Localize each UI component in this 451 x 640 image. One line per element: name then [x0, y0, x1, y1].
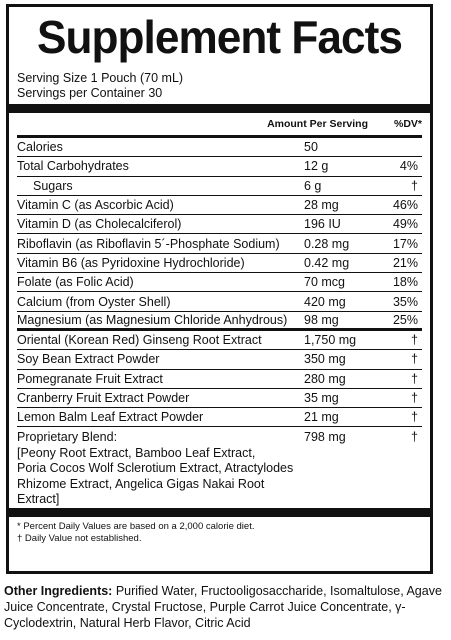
nutrient-dv: †	[411, 178, 418, 193]
nutrient-name: Total Carbohydrates	[17, 159, 129, 174]
nutrient-row	[17, 157, 422, 176]
nutrient-amount: 0.42 mg	[304, 255, 350, 270]
nutrient-row	[17, 138, 422, 157]
ingredient-row	[17, 389, 422, 408]
blend-amount: 798 mg	[304, 430, 346, 445]
blend-label: Proprietary Blend:	[17, 430, 118, 445]
blend-ingredients-line: Poria Cocos Wolf Sclerotium Extract, Atractylodes	[17, 461, 294, 476]
nutrient-amount: 12 g	[304, 159, 329, 174]
nutrient-name: Vitamin D (as Cholecalciferol)	[17, 217, 182, 232]
nutrient-dv: 49%	[392, 217, 418, 232]
other-ingredients-label: Other Ingredients:	[4, 584, 113, 598]
nutrient-dv: 46%	[392, 198, 418, 213]
ingredient-name: Soy Bean Extract Powder	[17, 352, 160, 367]
nutrient-name: Vitamin B6 (as Pyridoxine Hydrochloride)	[17, 255, 245, 270]
nutrient-amount: 196 IU	[304, 217, 341, 232]
nutrient-name: Calcium (from Oyster Shell)	[17, 294, 171, 309]
nutrient-dv: 4%	[399, 159, 418, 174]
proprietary-blend-row	[17, 427, 422, 505]
other-ingredients	[4, 584, 444, 631]
ingredient-amount: 21 mg	[304, 410, 339, 425]
ingredient-name: Lemon Balm Leaf Extract Powder	[17, 410, 204, 425]
ingredient-amount: 280 mg	[304, 371, 346, 386]
ingredient-name: Cranberry Fruit Extract Powder	[17, 391, 190, 405]
ingredient-dv: †	[411, 352, 418, 367]
nutrient-dv: 25%	[392, 312, 418, 327]
nutrient-amount: 0.28 mg	[304, 236, 350, 251]
nutrient-row	[17, 234, 422, 253]
ingredient-amount: 350 mg	[304, 352, 346, 367]
blend-ingredients-line: [Peony Root Extract, Bamboo Leaf Extract,	[17, 445, 256, 460]
ingredient-row	[17, 331, 422, 350]
ingredient-amount: 35 mg	[304, 391, 339, 405]
blend-ingredients-line: Rhizome Extract, Angelica Gigas Nakai Root Extract]	[17, 476, 265, 507]
nutrient-name: Calories	[17, 140, 63, 155]
panel-title: Supplement Facts	[36, 11, 402, 63]
nutrient-amount: 98 mg	[304, 312, 339, 327]
nutrient-row	[17, 215, 422, 234]
nutrient-row	[17, 273, 422, 292]
ingredient-dv: †	[411, 333, 418, 348]
nutrient-dv: 18%	[392, 275, 418, 290]
divider-thick	[9, 104, 430, 113]
nutrient-name: Vitamin C (as Ascorbic Acid)	[17, 198, 174, 213]
nutrient-row	[17, 177, 422, 196]
nutrient-name: Folate (as Folic Acid)	[17, 275, 134, 290]
nutrient-amount: 50	[304, 140, 318, 155]
nutrient-dv: 21%	[392, 255, 418, 270]
nutrient-row	[17, 312, 422, 331]
nutrient-row	[17, 196, 422, 215]
ingredient-row	[17, 408, 422, 427]
ingredient-dv: †	[411, 371, 418, 386]
ingredient-name: Pomegranate Fruit Extract	[17, 371, 163, 386]
ingredient-name: Oriental (Korean Red) Ginseng Root Extract	[17, 333, 262, 348]
nutrient-name: Riboflavin (as Riboflavin 5´-Phosphate Sodium)	[17, 236, 280, 251]
nutrient-name: Sugars	[33, 178, 73, 193]
dagger-footnote: † Daily Value not established.	[17, 533, 142, 545]
column-header	[17, 113, 422, 138]
nutrient-row	[17, 292, 422, 311]
ingredient-amount: 1,750 mg	[304, 333, 357, 348]
dv-footnote: * Percent Daily Values are based on a 2,000 calorie diet.	[17, 521, 255, 533]
nutrient-dv: 35%	[392, 294, 418, 309]
serving-size: Serving Size 1 Pouch (70 mL)	[17, 71, 184, 85]
nutrient-amount: 70 mcg	[304, 275, 345, 290]
amount-per-serving-header: Amount Per Serving	[267, 118, 368, 130]
ingredient-dv: †	[411, 410, 418, 425]
nutrient-dv: 17%	[392, 236, 418, 251]
nutrient-amount: 6 g	[304, 178, 322, 193]
nutrient-amount: 420 mg	[304, 294, 346, 309]
nutrient-amount: 28 mg	[304, 198, 339, 213]
divider-thick	[9, 508, 430, 517]
ingredient-row	[17, 370, 422, 389]
ingredient-dv: †	[411, 391, 418, 405]
supplement-facts-panel	[6, 4, 433, 574]
blend-dv: †	[411, 430, 418, 445]
servings-per-container: Servings per Container 30	[17, 86, 163, 100]
nutrient-row	[17, 254, 422, 273]
other-ingredients-text: Purified Water, Fructooligosaccharide, Isomaltulose, Agave Juice Concentrate, Crystal Fructose, Purple Carrot Juice Concentrate, γ-Cyclodextrin, Natural Herb Flavor, Citric Acid	[4, 584, 442, 630]
dv-header: %DV*	[393, 118, 422, 130]
ingredient-row	[17, 350, 422, 369]
nutrient-name: Magnesium (as Magnesium Chloride Anhydrous)	[17, 312, 288, 327]
